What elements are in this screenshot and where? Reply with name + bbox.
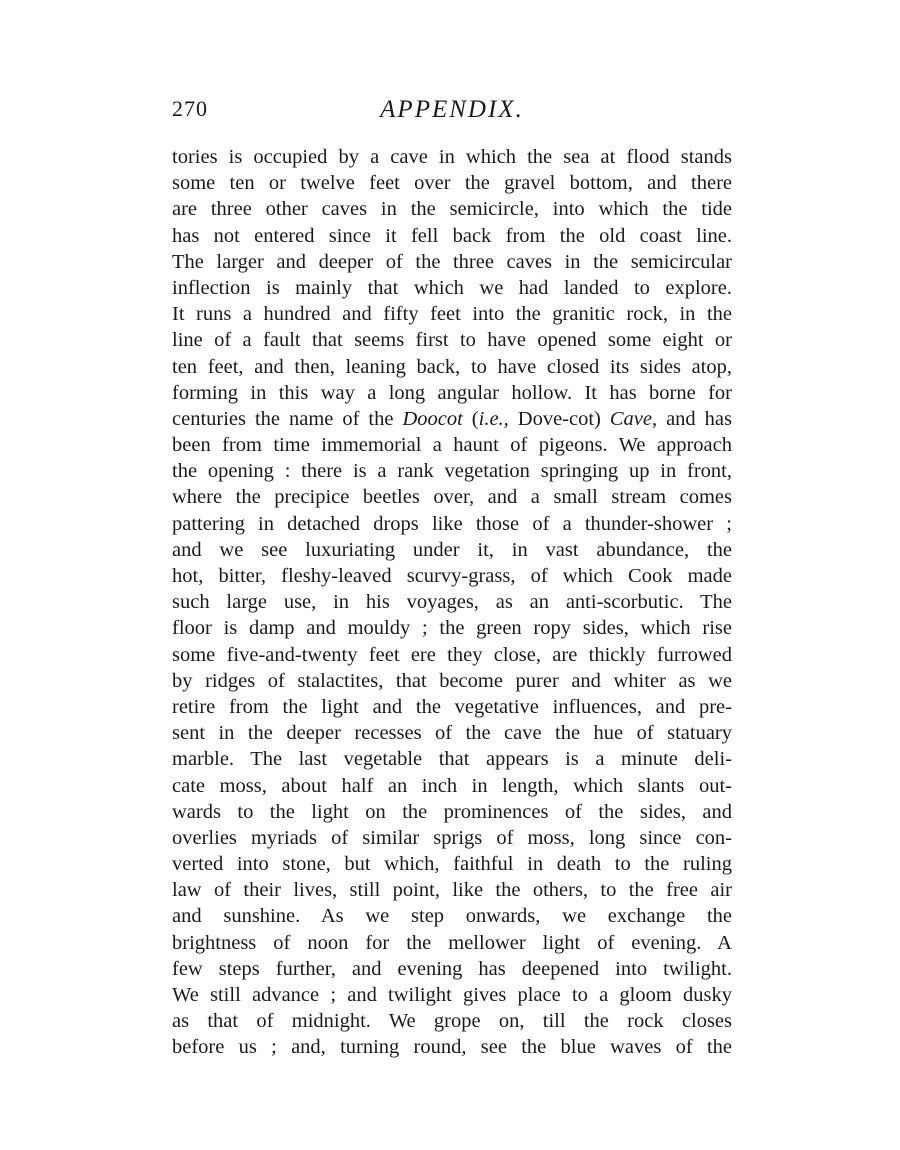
text-line: and sunshine. As we step onwards, we exchange the	[172, 905, 732, 928]
text-line: and we see luxuriating under it, in vast abundance, the	[172, 538, 732, 561]
text-line: tories is occupied by a cave in which the sea at flood stands	[172, 146, 732, 168]
text-line: wards to the light on the prominences of the sides, and	[172, 800, 732, 823]
text-line: The larger and deeper of the three caves in the semicircular	[172, 250, 732, 273]
text-line: floor is damp and mouldy ; the green ropy sides, which rise	[172, 617, 732, 640]
text-line: the opening : there is a rank vegetation springing up in front,	[172, 460, 732, 483]
text-line: overlies myriads of similar sprigs of moss, long since con-	[172, 826, 732, 849]
text-line: ten feet, and then, leaning back, to have closed its sides atop,	[172, 355, 732, 378]
text-line: before us ; and, turning round, see the blue waves of the	[172, 1036, 732, 1059]
text-line: marble. The last vegetable that appears is a minute deli-	[172, 748, 732, 771]
text-line: such large use, in his voyages, as an anti-scorbutic. The	[172, 591, 732, 614]
text-line: We still advance ; and twilight gives place to a gloom dusky	[172, 984, 732, 1006]
text-line: pattering in detached drops like those of a thunder-shower ;	[172, 512, 732, 535]
text-line: brightness of noon for the mellower light of evening. A	[172, 931, 732, 954]
text-line: hot, bitter, fleshy-leaved scurvy-grass, of which Cook made	[172, 565, 732, 587]
text-line: some five-and-twenty feet ere they close, are thickly furrowed	[172, 643, 732, 666]
text-line: where the precipice beetles over, and a small stream comes	[172, 486, 732, 509]
text-line: sent in the deeper recesses of the cave the hue of statuary	[172, 722, 732, 745]
text-line: cate moss, about half an inch in length, which slants out-	[172, 774, 732, 797]
text-line: forming in this way a long angular hollow. It has borne for	[172, 381, 732, 404]
text-line: inflection is mainly that which we had landed to explore.	[172, 276, 732, 299]
text-line: some ten or twelve feet over the gravel bottom, and there	[172, 172, 732, 195]
text-line: verted into stone, but which, faithful in death to the ruling	[172, 853, 732, 876]
text-line: as that of midnight. We grope on, till the rock closes	[172, 1010, 732, 1033]
page-number: 270	[172, 96, 208, 121]
text-line: line of a fault that seems first to have opened some eight or	[172, 329, 732, 352]
text-line: by ridges of stalactites, that become purer and whiter as we	[172, 669, 732, 692]
body-text	[172, 144, 732, 1061]
text-line: are three other caves in the semicircle, into which the tide	[172, 198, 732, 221]
text-line: been from time immemorial a haunt of pigeons. We approach	[172, 434, 732, 457]
text-line: retire from the light and the vegetative influences, and pre-	[172, 695, 732, 718]
text-line: few steps further, and evening has deepened into twilight.	[172, 957, 732, 980]
text-line: It runs a hundred and fifty feet into the granitic rock, in the	[172, 303, 732, 326]
text-line: law of their lives, still point, like the others, to the free air	[172, 879, 732, 902]
page-title: APPENDIX.	[380, 96, 524, 123]
running-head	[172, 96, 732, 128]
text-line: has not entered since it fell back from the old coast line.	[172, 224, 732, 247]
text-line: centuries the name of the Doocot (i.e., Dove-cot) Cave, and has	[172, 407, 732, 430]
